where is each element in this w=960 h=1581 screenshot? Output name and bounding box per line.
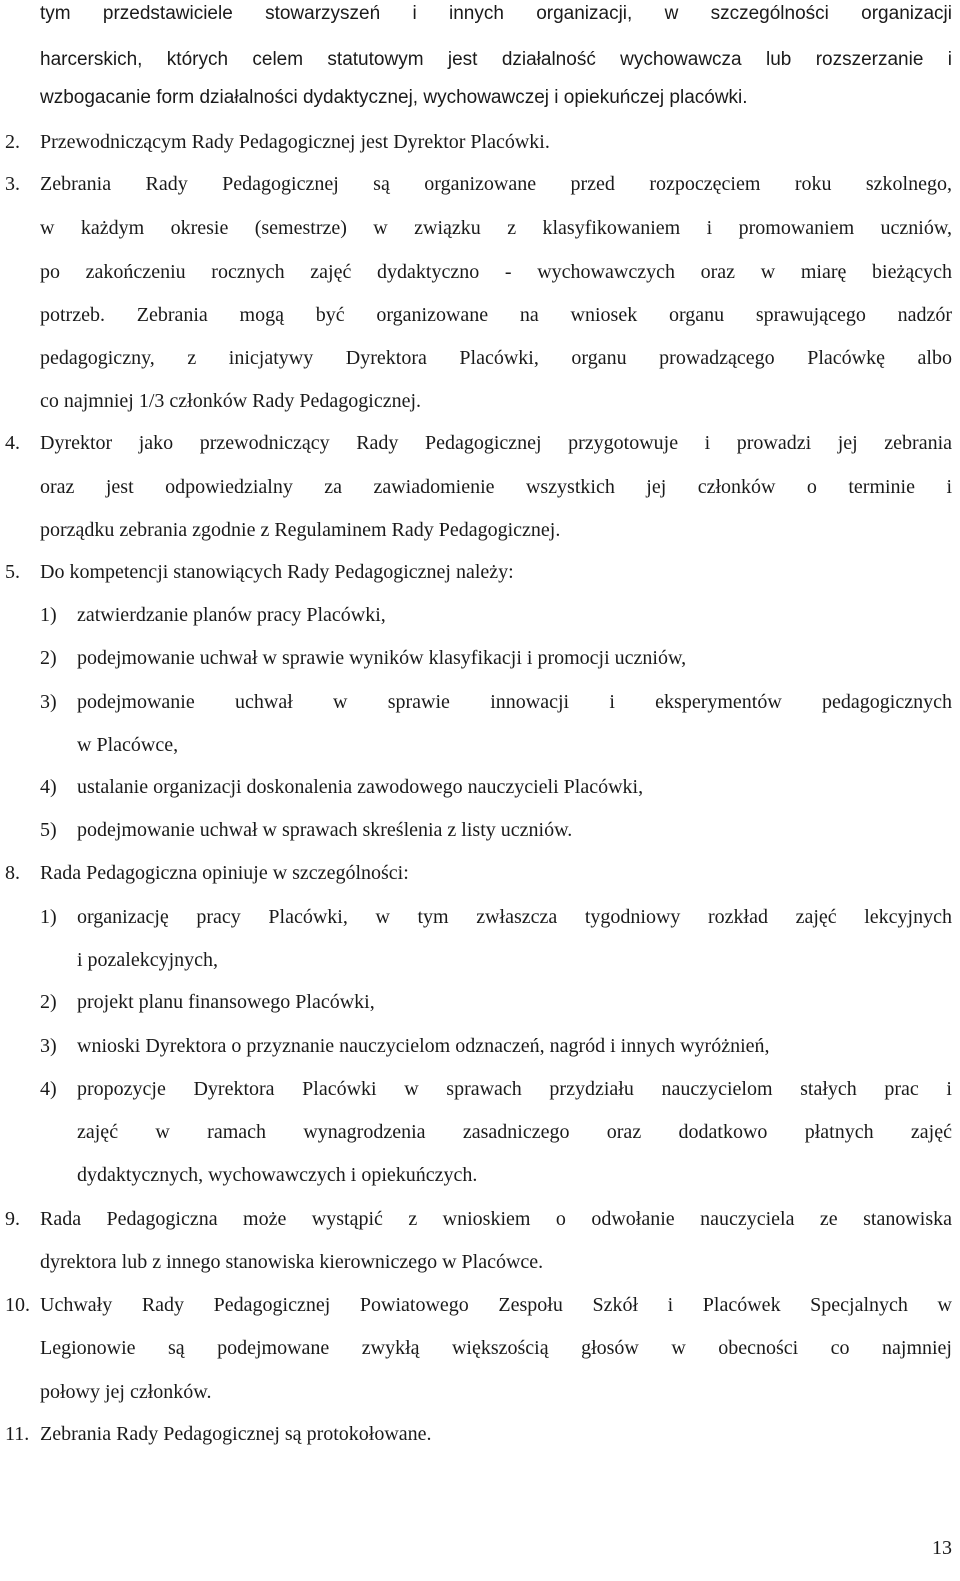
- item-8-sub-1-line-1: organizację pracy Placówki, w tym zwłaszcza tygodniowy rozkład zajęć lekcyjnych: [77, 906, 952, 928]
- intro-line-2: harcerskich, których celem statutowym jest działalność wychowawcza lub rozszerzanie i: [40, 49, 952, 70]
- page-number: 13: [932, 1537, 952, 1559]
- item-8-sub-2-number: 2): [40, 991, 57, 1013]
- item-4-number: 4.: [5, 432, 20, 454]
- item-5-text: Do kompetencji stanowiących Rady Pedagogicznej należy:: [40, 561, 514, 583]
- item-8-text: Rada Pedagogiczna opiniuje w szczególności:: [40, 862, 409, 884]
- item-8-sub-4-line-1: propozycje Dyrektora Placówki w sprawach przydziału nauczycielom stałych prac i: [77, 1078, 952, 1100]
- item-3-line-4: potrzeb. Zebrania mogą być organizowane na wniosek organu sprawującego nadzór: [40, 304, 952, 326]
- intro-line-1: tym przedstawiciele stowarzyszeń i innych organizacji, w szczególności organizacji: [40, 3, 952, 24]
- item-2-number: 2.: [5, 131, 20, 153]
- item-11-number: 11.: [5, 1423, 30, 1445]
- item-3-line-1: Zebrania Rady Pedagogicznej są organizowane przed rozpoczęciem roku szkolnego,: [40, 173, 952, 195]
- item-8-sub-4-line-3: dydaktycznych, wychowawczych i opiekuńczych.: [77, 1164, 478, 1186]
- item-11-text: Zebrania Rady Pedagogicznej są protokołowane.: [40, 1423, 432, 1445]
- item-3-line-6: co najmniej 1/3 członków Rady Pedagogicznej.: [40, 390, 422, 412]
- item-3-line-2: w każdym okresie (semestrze) w związku z klasyfikowaniem i promowaniem uczniów,: [40, 217, 952, 239]
- item-5-sub-3-line-2: w Placówce,: [77, 734, 179, 756]
- item-5-sub-2-number: 2): [40, 647, 57, 669]
- item-10-line-3: połowy jej członków.: [40, 1381, 212, 1403]
- item-8-sub-4-line-2: zajęć w ramach wynagrodzenia zasadniczego oraz dodatkowo płatnych zajęć: [77, 1121, 952, 1143]
- item-4-line-2: oraz jest odpowiedzialny za zawiadomienie wszystkich jej członków o terminie i: [40, 476, 952, 498]
- item-8-number: 8.: [5, 862, 20, 884]
- item-2-text: Przewodniczącym Rady Pedagogicznej jest Dyrektor Placówki.: [40, 131, 550, 153]
- item-5-sub-1-text: zatwierdzanie planów pracy Placówki,: [77, 604, 386, 626]
- item-5-sub-5-number: 5): [40, 819, 57, 841]
- item-3-line-3: po zakończeniu rocznych zajęć dydaktyczno - wychowawczych oraz w miarę bieżących: [40, 261, 952, 283]
- item-3-line-5: pedagogiczny, z inicjatywy Dyrektora Placówki, organu prowadzącego Placówkę albo: [40, 347, 952, 369]
- item-8-sub-1-number: 1): [40, 906, 57, 928]
- item-5-number: 5.: [5, 561, 20, 583]
- item-9-line-1: Rada Pedagogiczna może wystąpić z wnioskiem o odwołanie nauczyciela ze stanowiska: [40, 1208, 952, 1230]
- item-5-sub-2-text: podejmowanie uchwał w sprawie wyników klasyfikacji i promocji uczniów,: [77, 647, 687, 669]
- item-4-line-1: Dyrektor jako przewodniczący Rady Pedagogicznej przygotowuje i prowadzi jej zebrania: [40, 432, 952, 454]
- item-5-sub-1-number: 1): [40, 604, 57, 626]
- item-8-sub-3-number: 3): [40, 1035, 57, 1057]
- item-10-line-1: Uchwały Rady Pedagogicznej Powiatowego Zespołu Szkół i Placówek Specjalnych w: [40, 1294, 952, 1316]
- item-8-sub-2-text: projekt planu finansowego Placówki,: [77, 991, 375, 1013]
- item-3-number: 3.: [5, 173, 20, 195]
- item-5-sub-3-number: 3): [40, 691, 57, 713]
- item-5-sub-4-number: 4): [40, 776, 57, 798]
- item-9-number: 9.: [5, 1208, 20, 1230]
- item-4-line-3: porządku zebrania zgodnie z Regulaminem Rady Pedagogicznej.: [40, 519, 561, 541]
- item-9-line-2: dyrektora lub z innego stanowiska kierowniczego w Placówce.: [40, 1251, 544, 1273]
- item-8-sub-3-text: wnioski Dyrektora o przyznanie nauczycielom odznaczeń, nagród i innych wyróżnień,: [77, 1035, 770, 1057]
- item-10-number: 10.: [5, 1294, 30, 1316]
- item-10-line-2: Legionowie są podejmowane zwykłą większością głosów w obecności co najmniej: [40, 1337, 952, 1359]
- item-8-sub-1-line-2: i pozalekcyjnych,: [77, 949, 219, 971]
- item-8-sub-4-number: 4): [40, 1078, 57, 1100]
- item-5-sub-4-text: ustalanie organizacji doskonalenia zawodowego nauczycieli Placówki,: [77, 776, 644, 798]
- item-5-sub-3-line-1: podejmowanie uchwał w sprawie innowacji i eksperymentów pedagogicznych: [77, 691, 952, 713]
- intro-line-3: wzbogacanie form działalności dydaktycznej, wychowawczej i opiekuńczej placówki.: [40, 87, 748, 108]
- item-5-sub-5-text: podejmowanie uchwał w sprawach skreślenia z listy uczniów.: [77, 819, 573, 841]
